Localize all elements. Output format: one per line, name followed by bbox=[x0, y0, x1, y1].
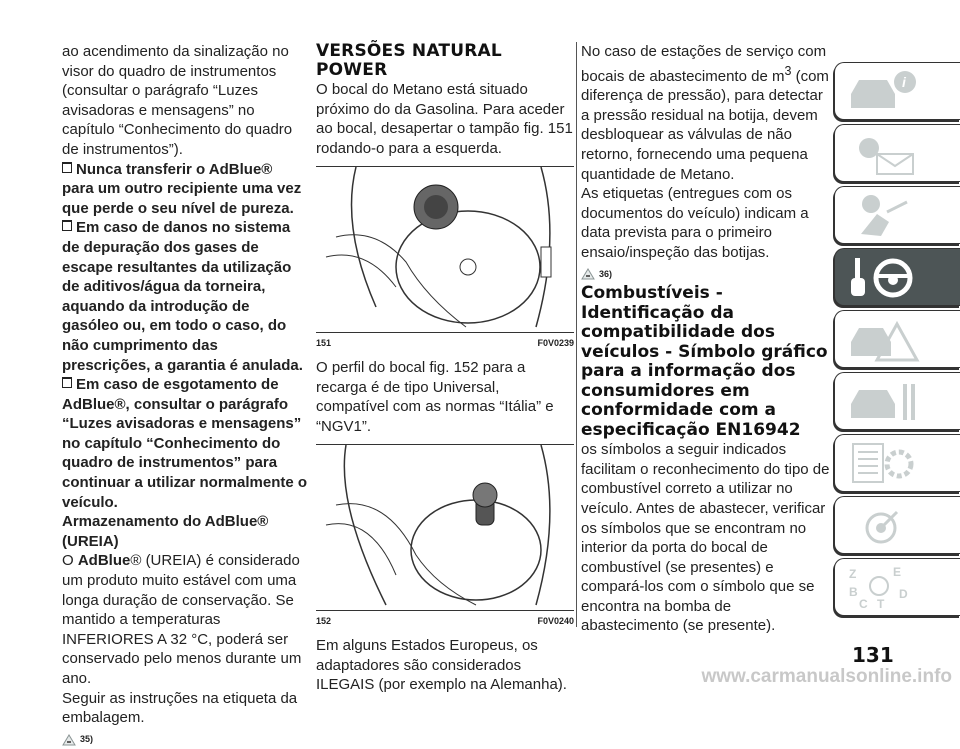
tab-starting-driving[interactable] bbox=[834, 248, 960, 306]
tab-car-info[interactable] bbox=[834, 62, 960, 120]
tab-multimedia[interactable] bbox=[834, 496, 960, 554]
index-letters-icon bbox=[847, 564, 927, 610]
checkbox-bullet-icon bbox=[62, 377, 72, 388]
figure-151: 151 F0V0239 bbox=[316, 166, 574, 354]
paragraph: Seguir as instruções na etiqueta da embalagem. bbox=[62, 689, 298, 727]
paragraph: Em alguns Estados Europeus, os adaptadores são considerados ILEGAIS (por exemplo na Alemanha). bbox=[316, 636, 567, 694]
tab-emergency[interactable] bbox=[834, 310, 960, 368]
svg-text:B: B bbox=[849, 585, 858, 599]
column-divider bbox=[576, 42, 577, 627]
paragraph: ao acendimento da sinalização no visor do quadro de instrumentos (consultar o parágrafo “Luzes avisadoras e mensagens” no capítulo “Conhecimento do quadro de instrumentos”). bbox=[62, 43, 293, 158]
warning-reference: 36) bbox=[581, 265, 831, 285]
chapter-tabs bbox=[834, 62, 960, 620]
car-info-icon bbox=[847, 68, 927, 114]
watermark: www.carmanualsonline.info bbox=[701, 666, 952, 687]
technical-data-icon bbox=[847, 440, 927, 486]
paragraph: No caso de estações de serviço com bocais de abastecimento de $m^3$ (com diferença de pressão), para detectar a pressão residual na botija, devem desbloquear as válvulas de não retorno, fornecendo uma pequena quantidade de Metano. bbox=[581, 43, 829, 183]
tab-index[interactable] bbox=[834, 558, 960, 616]
airbag-seat-icon bbox=[847, 192, 927, 238]
paragraph: os símbolos a seguir indicados facilitam o reconhecimento do tipo de combustível correto a utilizar no veículo. Antes de abastecer, verificar os símbolos que se encontram no interior da porta do bocal de combustível (se presentes) e compará-los com o símbolo que se encontra na bomba de abastecimento (se presente). bbox=[581, 441, 830, 635]
bullet-item: Em caso de danos no sistema de depuração dos gases de escape resultantes da utilização de aditivos/água da torneira, aquando da introdução de gasóleo ou, em todo o caso, do não cumprimento das prescrições, a garantia é anulada. bbox=[62, 219, 303, 374]
svg-text:Z: Z bbox=[849, 567, 857, 581]
page-number: 131 bbox=[852, 643, 894, 667]
svg-text:C: C bbox=[859, 597, 868, 610]
section-heading: Combustíveis - Identificação da compatibilidade dos veículos - Símbolo gráfico para a informação dos consumidores em conformidade com a especificação EN16942 bbox=[581, 283, 828, 440]
paragraph: O AdBlue® (UREIA) é considerado um produto muito estável com uma longa duração de conservação. Se mantido a temperaturas INFERIORES A 32 °C, poderá ser conservado pelo menos durante um ano. bbox=[62, 552, 302, 687]
key-steering-wheel-icon bbox=[847, 254, 927, 300]
tab-warning-lights[interactable] bbox=[834, 124, 960, 182]
tab-maintenance[interactable] bbox=[834, 372, 960, 430]
svg-text:i: i bbox=[902, 74, 906, 90]
warning-light-message-icon bbox=[847, 130, 927, 176]
warning-triangle-icon bbox=[62, 734, 76, 746]
fuel-nozzle-profile-illustration bbox=[316, 445, 574, 610]
paragraph: O bocal do Metano está situado próximo do da Gasolina. Para aceder ao bocal, desapertar o tampão fig. 151 rodando-o para a esquerda. bbox=[316, 81, 573, 157]
warning-reference: 35) bbox=[62, 730, 308, 749]
paragraph: As etiquetas (entregues com os documentos do veículo) indicam a data prevista para o primeiro ensaio/inspeção das botijas. bbox=[581, 185, 809, 261]
car-emergency-icon bbox=[847, 316, 927, 362]
paragraph: O perfil do bocal fig. 152 para a recarga é de tipo Universal, compatível com as normas “Itália” e “NGV1”. bbox=[316, 358, 554, 435]
column-left bbox=[62, 42, 308, 749]
figure-152: 152 F0V0240 bbox=[316, 444, 574, 632]
checkbox-bullet-icon bbox=[62, 220, 72, 231]
svg-text:T: T bbox=[877, 597, 885, 610]
car-maintenance-icon bbox=[847, 378, 927, 424]
warning-triangle-icon bbox=[581, 268, 595, 280]
tab-technical-data[interactable] bbox=[834, 434, 960, 492]
svg-text:D: D bbox=[899, 587, 908, 601]
multimedia-icon bbox=[847, 502, 927, 548]
tab-safety[interactable] bbox=[834, 186, 960, 244]
section-heading: VERSÕES NATURAL POWER bbox=[316, 41, 502, 80]
bullet-item: Em caso de esgotamento de AdBlue®, consultar o parágrafo “Luzes avisadoras e mensagens” no capítulo “Conhecimento do quadro de instrumentos” para continuar a utilizar normalmente o veículo. bbox=[62, 376, 308, 511]
checkbox-bullet-icon bbox=[62, 162, 72, 173]
bullet-item: Nunca transferir o AdBlue® para um outro recipiente uma vez que perde o seu nível de pureza. bbox=[62, 160, 302, 217]
column-middle bbox=[316, 42, 574, 695]
svg-text:E: E bbox=[893, 565, 902, 579]
column-right bbox=[581, 42, 831, 636]
fuel-nozzle-cap-illustration bbox=[316, 167, 574, 332]
subheading: Armazenamento do AdBlue® (UREIA) bbox=[62, 513, 269, 550]
